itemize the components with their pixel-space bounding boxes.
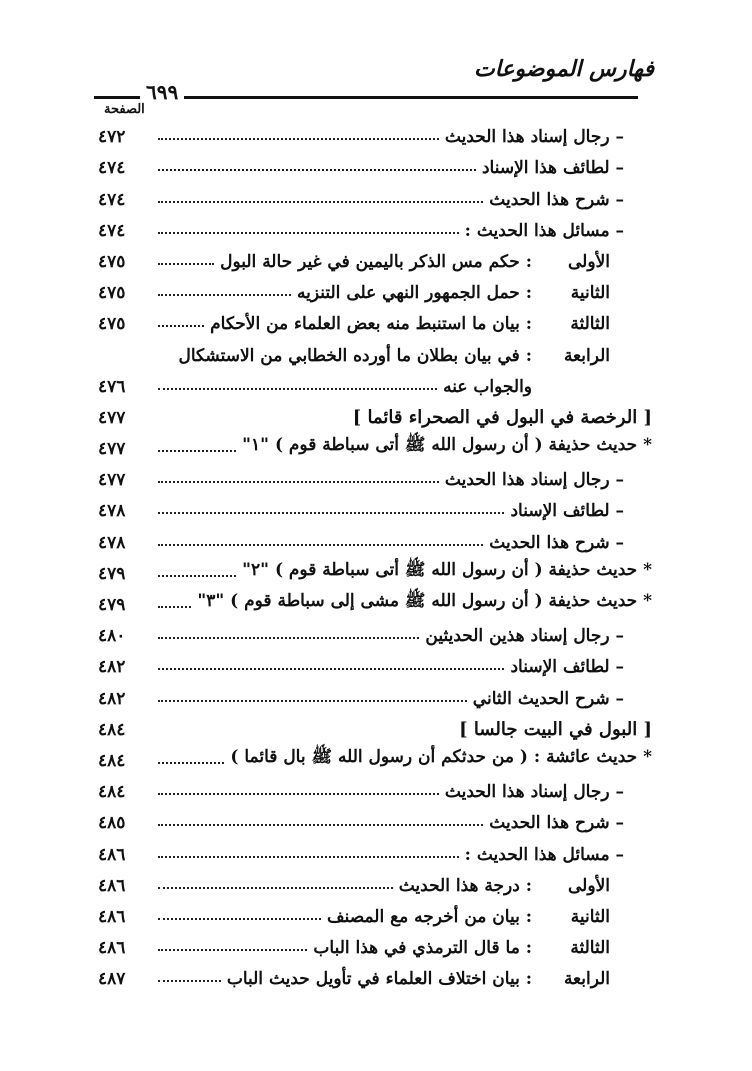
toc-entry-page: ٤٨٦ (98, 844, 126, 865)
toc-leader-dots (158, 481, 439, 483)
toc-entry (98, 241, 652, 272)
toc-entry-title (197, 590, 652, 615)
toc-entry-title (465, 221, 652, 241)
toc-leader-dots (158, 388, 437, 390)
toc-leader-dots (158, 232, 459, 234)
toc-entry-label: الثالثة (570, 314, 610, 335)
toc-entry (98, 428, 652, 459)
toc-entry (98, 553, 652, 584)
toc-entry (98, 116, 652, 147)
toc-entry-text: [ الرخصة في البول في الصحراء قائما ] (352, 406, 652, 428)
toc-entry-title (399, 876, 652, 896)
toc-entry (98, 584, 652, 615)
toc-entry-title (510, 657, 652, 677)
toc-entry-page: ٤٧٥ (98, 314, 126, 335)
toc-entry (98, 802, 652, 833)
toc-entry-page: ٤٧٥ (98, 251, 126, 272)
toc-entry-text: : درجة هذا الحديث (398, 875, 532, 896)
toc-entry-text: – لطائف الإسناد (510, 501, 624, 522)
toc-entry-page: ٤٧٨ (98, 532, 126, 553)
toc-entry (98, 896, 652, 927)
toc-entry-page: ٤٨٦ (98, 875, 126, 896)
toc-entry-text: – رجال إسناد هذين الحديثين (425, 626, 624, 647)
toc-leader-dots (158, 700, 467, 702)
toc-entry-title (489, 190, 652, 210)
toc-entry-label: الرابعة (563, 345, 610, 366)
toc-entry-title (443, 377, 652, 397)
toc-entry-page: ٤٨٥ (98, 813, 126, 834)
toc-leader-dots (158, 637, 419, 639)
toc-entry-text: – شرح هذا الحديث (489, 813, 624, 834)
toc-entry-title (489, 813, 652, 833)
toc-entry-text: [ البول في البيت جالسا ] (459, 718, 652, 740)
toc-entry-page: ٤٧٥ (98, 283, 126, 304)
toc-leader-dots (158, 762, 224, 764)
toc-entry-title (242, 559, 652, 584)
toc-entry-page: ٤٧٦ (98, 376, 126, 397)
toc-entry-text: : بيان ما استنبط منه بعض العلماء من الأحكام (210, 314, 532, 335)
toc-entry (98, 646, 652, 677)
toc-entry (98, 490, 652, 521)
toc-entry-text: – مسائل هذا الحديث : (464, 220, 624, 241)
toc-entry-label: الرابعة (563, 969, 610, 990)
page-column-label: الصفحة (104, 102, 145, 117)
toc-leader-dots (158, 980, 221, 982)
toc-entry-text: : حمل الجمهور النهي على التنزيه (297, 283, 532, 304)
page-number: ٦٩٩ (140, 80, 184, 104)
toc-entry (98, 334, 652, 365)
toc-entry (98, 771, 652, 802)
toc-entry-title (353, 407, 652, 428)
toc-entry-text: * حديث حذيفة ( أن رسول الله ﷺ مشى إلى سباطة قوم ) "٣" (197, 591, 652, 611)
toc-entry-page: ٤٧٧ (98, 470, 126, 491)
toc-entry-label: الثانية (570, 283, 610, 304)
toc-entry (98, 615, 652, 646)
toc-leader-dots (158, 949, 307, 951)
toc-entry-page: ٤٨٢ (98, 688, 126, 709)
toc-entry-page: ٤٨٢ (98, 657, 126, 678)
toc-entry-title (459, 719, 652, 740)
toc-entry (98, 303, 652, 334)
toc-entry (98, 147, 652, 178)
toc-entry-text: – مسائل هذا الحديث : (464, 844, 624, 865)
toc-entry-title (510, 501, 652, 521)
toc-entry-title (445, 127, 652, 147)
toc-entry (98, 865, 652, 896)
toc-entry-text: : بيان اختلاف العلماء في تأويل حديث الباب (226, 969, 532, 990)
toc-entry-title (473, 689, 652, 709)
toc-entry-text: – لطائف هذا الإسناد (481, 158, 624, 179)
toc-leader-dots (158, 201, 483, 203)
toc-entry-label: الثالثة (570, 938, 610, 959)
toc-entry-title (227, 969, 652, 989)
toc-entry-text: * حديث حذيفة ( أن رسول الله ﷺ أتى سباطة قوم ) "١" (242, 435, 652, 456)
toc-entry-page: ٤٧٩ (98, 563, 126, 584)
toc-entry-page: ٤٨٦ (98, 938, 126, 959)
toc-entry (98, 178, 652, 209)
toc-entry-page: ٤٨٠ (98, 626, 126, 647)
toc-entry (98, 459, 652, 490)
toc-entry-label: الأولى (568, 251, 610, 272)
toc-entry (98, 272, 652, 303)
toc-entry-page: ٤٧٤ (98, 158, 126, 179)
toc-entry-title (230, 746, 652, 771)
toc-entry-page: ٤٧٩ (98, 595, 126, 615)
toc-entry-text: – شرح هذا الحديث (489, 189, 624, 210)
toc-entry-page: ٤٨٤ (98, 782, 126, 803)
toc-entry-text: : في بيان بطلان ما أورده الخطابي من الاستشكال (178, 345, 532, 366)
toc-entry-title (297, 283, 652, 303)
toc-entry-text: والجواب عنه (443, 376, 532, 397)
toc-entry-text: – رجال إسناد هذا الحديث (444, 782, 624, 803)
toc-entry (98, 521, 652, 552)
toc-entry (98, 927, 652, 958)
toc-entry-page: ٤٨٤ (98, 719, 126, 740)
toc-leader-dots (158, 575, 236, 577)
toc-entry-text: – لطائف الإسناد (510, 657, 624, 678)
toc-entry-label: الثانية (570, 906, 610, 927)
toc-entry-title (465, 845, 652, 865)
toc-section-heading (98, 397, 652, 428)
toc-entry-page: ٤٧٤ (98, 189, 126, 210)
toc-leader-dots (158, 544, 483, 546)
toc-leader-dots (158, 606, 191, 608)
toc-entry-page: ٤٧٤ (98, 220, 126, 241)
toc-entry-page: ٤٨٦ (98, 906, 126, 927)
toc-entry-page: ٤٧٢ (98, 127, 126, 148)
toc-leader-dots (158, 169, 476, 171)
toc-entry-text: : بيان من أخرجه مع المصنف (326, 906, 532, 927)
toc-entry-title (445, 782, 652, 802)
toc-leader-dots (158, 668, 504, 670)
toc-entry-title (489, 533, 652, 553)
toc-entry-title (425, 626, 652, 646)
toc-entry (98, 677, 652, 708)
toc-entry-text: – رجال إسناد هذا الحديث (444, 127, 624, 148)
toc-leader-dots (158, 294, 291, 296)
toc-entry-text: – رجال إسناد هذا الحديث (444, 470, 624, 491)
toc-entry-page: ٤٧٨ (98, 501, 126, 522)
toc-leader-dots (158, 263, 214, 265)
toc-entry-text: – شرح هذا الحديث (489, 532, 624, 553)
toc-leader-dots (158, 512, 504, 514)
toc-entry-text: : ما قال الترمذي في هذا الباب (313, 938, 532, 959)
toc-leader-dots (158, 824, 483, 826)
toc-entry-text: : حكم مس الذكر باليمين في غير حالة البول (220, 251, 532, 272)
toc-leader-dots (158, 450, 236, 452)
toc-entry (98, 833, 652, 864)
table-of-contents (98, 116, 652, 989)
toc-leader-dots (158, 918, 321, 920)
toc-section-heading (98, 709, 652, 740)
running-title: فهارس الموضوعات (474, 56, 654, 82)
toc-entry (98, 210, 652, 241)
toc-leader-dots (158, 856, 459, 858)
toc-entry (98, 740, 652, 771)
toc-leader-dots (158, 887, 393, 889)
toc-entry-page: ٤٨٤ (98, 750, 126, 771)
toc-entry-label: الأولى (568, 875, 610, 896)
toc-leader-dots (158, 138, 439, 140)
toc-entry-page: ٤٧٧ (98, 407, 126, 428)
toc-entry-title (210, 314, 652, 334)
toc-leader-dots (158, 793, 439, 795)
toc-entry-text: * حديث حذيفة ( أن رسول الله ﷺ أتى سباطة قوم ) "٢" (242, 559, 652, 580)
toc-entry-text: * حديث عائشة : ( من حدثكم أن رسول الله ﷺ بال قائما ) (230, 746, 652, 767)
toc-entry-title (327, 907, 652, 927)
toc-entry-title (313, 938, 652, 958)
toc-entry (98, 366, 652, 397)
toc-entry-title (242, 434, 652, 459)
toc-entry-title (220, 252, 652, 272)
toc-entry-title (179, 346, 652, 366)
toc-entry-text: – شرح الحديث الثاني (472, 688, 624, 709)
toc-entry (98, 958, 652, 989)
toc-entry-page: ٤٧٧ (98, 439, 126, 460)
toc-leader-dots (158, 325, 204, 327)
toc-entry-title (482, 158, 652, 178)
toc-entry-page: ٤٨٧ (98, 969, 126, 990)
toc-entry-title (445, 470, 652, 490)
